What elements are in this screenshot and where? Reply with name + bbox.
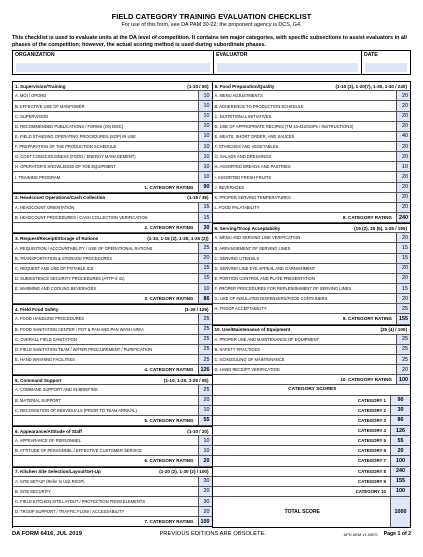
category-title: 10. Use/Maintenance of Equipment (214, 327, 291, 333)
checklist-item-row (213, 243, 411, 253)
category-scores-header (213, 385, 411, 395)
row-label: B. EFFECTIVE USE OF MANPOWER (15, 103, 85, 109)
row-label: A. SITE SET-UP (Refer to Unit RSOP) (15, 478, 85, 484)
checklist-item-row (213, 193, 411, 203)
checklist-item-row (213, 91, 411, 101)
row-label: A. REQUISITION / ACCOUNTABILITY / USE OF OPERATIONAL RATIONS (15, 245, 153, 251)
row-label: A. MENU AND SERVING LINE VERIFICATION (214, 235, 301, 241)
checklist-item-row (13, 325, 212, 335)
row-label: 9. CATEGORY RATING (342, 316, 392, 322)
category-point-range: (15 (2), 20 (5), 1-25 / 155) (354, 225, 407, 231)
score-value-field[interactable]: 126 (390, 426, 410, 435)
row-label: 5. CATEGORY RATING (144, 417, 194, 423)
checklist-item-row (213, 172, 411, 182)
checklist-item-row (13, 122, 212, 132)
row-label: A. HEADCOUNT ORIENTATION (15, 204, 75, 210)
score-value-field[interactable]: 1000 (390, 497, 410, 527)
page-number: Page 1 of 2 (383, 530, 411, 537)
row-label: F. PREPARATION OF THE PRODUCTION SCHEDULE (15, 144, 117, 150)
checklist-item-row (13, 101, 212, 111)
category-rating-row (13, 183, 212, 193)
score-value-field[interactable]: 155 (396, 314, 410, 323)
score-value-field[interactable]: 25 (198, 385, 212, 394)
row-label: A. FOOD HANDLING PROCEDURES (15, 316, 85, 322)
row-label: CATEGORY 5 (358, 438, 386, 444)
checklist-item-row (213, 274, 411, 284)
row-label: H. ASSORTED BREADS AND PASTRIES (214, 164, 291, 170)
score-value-field[interactable]: 30 (198, 497, 212, 506)
score-value-field[interactable]: 15 (396, 243, 410, 252)
checklist-item-row (13, 243, 212, 253)
row-label: D. FIELD SANITATION TEAM / WATER PROCUREMENT / PURIFICATION (15, 346, 153, 352)
category-header-text (13, 305, 212, 313)
checklist-item-row (13, 112, 212, 122)
checklist-item-row (13, 284, 212, 294)
checklist-item-row (213, 335, 411, 345)
category-score-row (213, 467, 411, 477)
category-header-text (13, 468, 212, 476)
checklist-item-row (13, 446, 212, 456)
category-header (13, 426, 212, 436)
row-label: K. PROPER SERVING TEMPERATURES (214, 194, 291, 200)
score-value-field[interactable]: 155 (390, 477, 410, 486)
score-value-field[interactable]: 55 (390, 436, 410, 445)
category-header-text (13, 82, 212, 90)
category-title: 6. Appearance/Attitude of Staff (15, 428, 82, 434)
row-label: C. SERVING UTENSILS (214, 255, 260, 261)
row-label: CATEGORY 8 (358, 468, 386, 474)
score-value-field[interactable]: 20 (390, 446, 410, 455)
apd-version: APD AEM v1.00ES (343, 531, 378, 537)
date-label: DATE (364, 52, 378, 59)
category-title: 2. Headcount Operations/Cash Collection (15, 195, 106, 201)
row-label: B. FOOD SANITATION CENTER / POT & PAN AND PAN WASH AREA (15, 326, 144, 332)
category-score-row (213, 396, 411, 406)
category-header (13, 81, 212, 91)
checklist-item-row (13, 477, 212, 487)
row-label: L. FOOD PALATABILITY (214, 204, 260, 210)
category-title: 8. Food Preparation/Quality (214, 83, 275, 89)
row-label: B. MATERIAL SUPPORT (15, 397, 61, 403)
row-label: C. SCHEDULING OF MAINTENANCE (214, 357, 285, 363)
row-label: B. ADHERENCE TO PRODUCTION SCHEDULE (214, 103, 304, 109)
score-value-field[interactable]: 10 (198, 284, 212, 293)
score-value-field[interactable]: 10 (198, 132, 212, 141)
score-value-field[interactable]: 20 (198, 487, 212, 496)
category-header (213, 325, 411, 335)
checklist-item-row (13, 264, 212, 274)
checklist-item-row (13, 152, 212, 162)
category-rating-row (213, 375, 411, 385)
row-label: C. NUTRITIONAL INITIATIVES (214, 113, 272, 119)
row-label: CATEGORY 7 (358, 458, 386, 464)
score-value-field[interactable]: 20 (396, 112, 410, 121)
checklist-item-row (213, 294, 411, 304)
score-value-field[interactable]: 10 (198, 142, 212, 151)
row-label: 2. CATEGORY RATING (144, 225, 194, 231)
score-value-field[interactable]: 20 (396, 122, 410, 131)
organization-label: ORGANIZATION (15, 52, 55, 59)
score-value-field[interactable]: 15 (198, 213, 212, 222)
checklist-item-row (13, 172, 212, 182)
score-value-field[interactable]: 90 (198, 183, 212, 192)
category-header-text (213, 224, 411, 232)
checklist-item-row (213, 162, 411, 172)
category-title: 1. Supervision/Training (15, 83, 66, 89)
score-value-field[interactable]: 20 (396, 142, 410, 151)
row-label: B. ARRANGEMENT OF SERVING LINES (214, 245, 291, 251)
checklist-item-row (213, 203, 411, 213)
checklist-item-row (213, 284, 411, 294)
score-value-field[interactable]: 10 (198, 162, 212, 171)
form-subtitle: For use of this form, see DA PAM 30-22; the proponent agency is DCS, G4. (121, 22, 302, 28)
row-label: CATEGORY SCORES (288, 387, 337, 393)
score-value-field[interactable]: 20 (396, 183, 410, 192)
category-score-row (213, 477, 411, 487)
score-value-field[interactable]: 25 (396, 304, 410, 313)
evaluator-label: EVALUATOR (216, 52, 248, 59)
row-label: E. PORTION CONTROL AND PLATE PRESENTATION (214, 275, 315, 281)
row-label: J. BEVERAGES (214, 184, 245, 190)
category-header-text (13, 234, 212, 242)
row-label: D. SERVING LINE EYE APPEAL AND GARNISHMENT (214, 265, 316, 271)
row-label: H. OPERATOR'S KNOWLEDGE OF TOE EQUIPMENT (15, 164, 116, 170)
category-rating-row (213, 213, 411, 223)
score-value-field[interactable]: 20 (396, 172, 410, 181)
category-header (213, 81, 411, 91)
score-value-field[interactable]: 30 (198, 477, 212, 486)
row-label: H. TROOP ACCEPTABILITY (214, 306, 267, 312)
checklist-item-row (13, 91, 212, 101)
row-label: I. ASSORTED FRESH FRUITS (214, 174, 272, 180)
score-value-field[interactable]: 25 (198, 325, 212, 334)
row-label: CATEGORY 3 (358, 417, 386, 423)
checklist-item-row (213, 183, 411, 193)
score-value-field[interactable]: 25 (396, 335, 410, 344)
checklist-item-row (213, 345, 411, 355)
category-point-range: (25 (4) / 100) (380, 327, 407, 333)
checklist-item-row (13, 254, 212, 264)
row-label: G. SALADS AND DRESSINGS (214, 154, 271, 160)
row-label: E. HAND WASHING FACILITIES (15, 357, 75, 363)
score-value-field[interactable]: 20 (396, 294, 410, 303)
row-label: A. APPEARANCE OF PERSONNEL (15, 438, 81, 444)
checklist-columns (12, 81, 411, 528)
category-rating-row (213, 314, 411, 324)
category-score-row (213, 487, 411, 497)
category-point-range: (1-10, 1-20, 1-25 / 55) (163, 377, 209, 383)
category-score-row (213, 416, 411, 426)
score-value-field[interactable]: 30 (198, 223, 212, 232)
score-value-field[interactable]: 20 (396, 152, 410, 161)
score-value-field[interactable]: 10 (198, 112, 212, 121)
category-title: 3. Request/Receipt/Storage of Rations (15, 235, 99, 241)
checklist-item-row (213, 122, 411, 132)
row-label: E. WARMING AND COOLING BEVERAGES (15, 286, 97, 292)
checklist-item-row (13, 385, 212, 395)
checklist-item-row (213, 254, 411, 264)
row-label: CATEGORY 2 (358, 407, 386, 413)
score-value-field[interactable]: 100 (198, 517, 212, 526)
checklist-item-row (213, 132, 411, 142)
category-point-range: (1-10 / 50) (187, 83, 209, 89)
row-label: B. ATTITUDE OF PERSONNEL / EFFECTIVE CUSTOMER SERVICE (15, 448, 143, 454)
score-value-field[interactable]: 100 (396, 375, 410, 384)
row-label: B. SAFETY PRACTICES (214, 346, 260, 352)
form-title: FIELD CATEGORY TRAINING EVALUATION CHECKLIST (111, 12, 312, 21)
checklist-item-row (13, 142, 212, 152)
row-label: D. HAND RECEIPT VERIFICATION (214, 367, 280, 373)
score-value-field[interactable]: 100 (390, 456, 410, 465)
score-value-field[interactable]: 25 (198, 314, 212, 323)
row-label: D. RECOMMENDED PUBLICATIONS / FORMS (ON DISC) (15, 123, 124, 129)
row-label: CATEGORY 4 (358, 428, 386, 434)
category-title: 7. Kitchen Site Selection/Layout/Set-Up (15, 469, 101, 475)
row-label: C. OVERALL FIELD SANITATION (15, 336, 77, 342)
date-cell (362, 51, 410, 74)
score-value-field[interactable]: 15 (396, 254, 410, 263)
category-rating-row (13, 294, 212, 304)
category-header (13, 233, 212, 243)
row-label: F. PROPER PROCEDURES FOR REPLENISHMENT OF SERVING LINES (214, 286, 352, 292)
total-score-row (213, 497, 411, 528)
checklist-item-row (13, 203, 212, 213)
row-label: D. SUBSISTENCE SECURITY PROCEDURES (ATTP-4-41) (15, 275, 125, 281)
row-label: CATEGORY 1 (358, 397, 386, 403)
score-value-field[interactable]: 25 (396, 345, 410, 354)
category-header-text (213, 326, 411, 334)
category-rating-row (13, 365, 212, 375)
score-value-field[interactable]: 25 (198, 355, 212, 364)
score-value-field[interactable]: 25 (198, 243, 212, 252)
category-score-row (213, 436, 411, 446)
checklist-item-row (13, 274, 212, 284)
right-column (212, 81, 412, 528)
checklist-item-row (13, 497, 212, 507)
category-header (13, 304, 212, 314)
evaluator-cell (214, 51, 362, 74)
score-value-field[interactable]: 10 (198, 91, 212, 100)
score-value-field[interactable]: 10 (198, 436, 212, 445)
score-value-field[interactable]: 25 (396, 355, 410, 364)
score-value-field[interactable]: 86 (390, 416, 410, 425)
score-value-field[interactable]: 10 (198, 406, 212, 415)
checklist-item-row (213, 355, 411, 365)
row-label: C. FIELD KITCHEN SITE LAYOUT / PROTECTION FROM ELEMENTS (15, 499, 145, 505)
row-label: G. COST CONSCIOUSNESS (FOOD / ENERGY MANAGEMENT) (15, 154, 136, 160)
row-label: D. USE OF APPROPRIATE RECIPES (TM 10-412/SOPs / INSTRUCTIONS) (214, 123, 354, 129)
row-label: C. REQUEST AND USE OF POTABLE ICE (15, 265, 94, 271)
checklist-item-row (13, 396, 212, 406)
score-value-field[interactable]: 20 (396, 233, 410, 242)
category-title: 5. Command Support (15, 377, 62, 383)
score-value-field[interactable]: 20 (396, 264, 410, 273)
date-field[interactable] (365, 63, 407, 72)
score-value-field[interactable]: 15 (198, 274, 212, 283)
row-label: 3. CATEGORY RATING (144, 296, 194, 302)
score-value-field[interactable]: 100 (390, 487, 410, 496)
score-value-field[interactable]: 15 (198, 264, 212, 273)
row-label: 6. CATEGORY RATING (144, 458, 194, 464)
score-value-field[interactable]: 40 (396, 132, 410, 141)
category-score-row (213, 426, 411, 436)
category-header (13, 375, 212, 385)
category-header-text (13, 427, 212, 435)
checklist-item-row (213, 365, 411, 375)
checklist-item-row (213, 112, 411, 122)
category-point-range: (1-25 / 125) (184, 306, 209, 312)
category-header-text (13, 194, 212, 202)
row-label: I. TRAINING PROGRAM (15, 174, 61, 180)
organization-field[interactable] (16, 63, 210, 72)
score-value-field[interactable]: 10 (198, 446, 212, 455)
row-label: B. SITE SECURITY (15, 488, 51, 494)
checklist-item-row (13, 345, 212, 355)
row-label: A. PROPER USE AND MAINTENANCE OF EQUIPMENT (214, 336, 320, 342)
row-label: CATEGORY 10 (355, 488, 386, 494)
score-value-field[interactable]: 10 (198, 101, 212, 110)
category-header (13, 193, 212, 203)
row-label: TOTAL SCORE (284, 508, 320, 515)
score-value-field[interactable]: 25 (198, 345, 212, 354)
left-column (12, 81, 212, 528)
score-value-field[interactable]: 10 (396, 162, 410, 171)
score-value-field[interactable]: 25 (198, 335, 212, 344)
score-value-field[interactable]: 30 (390, 406, 410, 415)
checklist-item-row (213, 233, 411, 243)
score-value-field[interactable]: 20 (198, 507, 212, 516)
row-label: G. USE OF INSULATED DISPENSERS/FOOD CONTAINERS (214, 296, 328, 302)
checklist-item-row (213, 142, 411, 152)
row-label: CATEGORY 6 (358, 448, 386, 454)
score-value-field[interactable]: 20 (396, 274, 410, 283)
checklist-item-row (213, 304, 411, 314)
checklist-item-row (13, 213, 212, 223)
category-header (213, 223, 411, 233)
score-value-field[interactable]: 20 (396, 91, 410, 100)
form-footer (12, 531, 411, 537)
row-label: C. SUPERVISION (15, 113, 49, 119)
score-value-field[interactable]: 20 (396, 203, 410, 212)
checklist-item-row (213, 152, 411, 162)
checklist-item-row (13, 162, 212, 172)
category-rating-row (13, 223, 212, 233)
checklist-item-row (13, 436, 212, 446)
score-value-field[interactable]: 20 (198, 456, 212, 465)
row-label: 8. CATEGORY RATING (342, 215, 392, 221)
row-label: A. MENU ADJUSTMENTS (214, 93, 263, 99)
checklist-item-row (213, 264, 411, 274)
info-row (12, 50, 411, 75)
category-point-range: (1-10 (3), 1-20(7), 1-30, 1-40 / 240) (335, 83, 407, 89)
category-title: 9. Serving/Troop Acceptability (214, 225, 281, 231)
row-label: 7. CATEGORY RATING (144, 519, 194, 525)
category-header-text (13, 376, 212, 384)
form-header (12, 12, 411, 28)
row-label: C. RECOGNITION OF INDIVIDUALS (PRIOR TO TEAM ARRIVAL) (15, 407, 137, 413)
score-value-field[interactable]: 90 (390, 396, 410, 405)
form-instructions: This checklist is used to evaluate units at the DA level of competition. It contains ten major categories, with specific subsections to assist evaluators in all phases of the competition; however, the actual scoring method is used during subordinate phases. (12, 35, 407, 48)
score-value-field[interactable]: 126 (198, 365, 212, 374)
category-point-range: (1-15 / 35) (187, 195, 209, 201)
score-value-field[interactable]: 20 (198, 254, 212, 263)
category-title: 4. Field Food Safety (15, 306, 59, 312)
organization-cell (13, 51, 214, 74)
row-label: E. MEATS, SHORT ORDER, AND SAUCES (214, 133, 295, 139)
score-value-field[interactable]: 15 (396, 284, 410, 293)
checklist-item-row (13, 507, 212, 517)
category-score-row (213, 406, 411, 416)
row-label: A. COMMAND SUPPORT AND IN-BRIEFING (15, 387, 98, 393)
category-score-row (213, 446, 411, 456)
score-value-field[interactable]: 10 (198, 172, 212, 181)
row-label: B. TRANSPORTATION & STORAGE PROCEDURES (15, 255, 112, 261)
category-rating-row (13, 456, 212, 466)
form-id: DA FORM 6416, JUL 2019 (12, 530, 82, 537)
score-value-field[interactable]: 20 (396, 101, 410, 110)
checklist-item-row (213, 101, 411, 111)
category-rating-row (13, 416, 212, 426)
score-value-field[interactable]: 240 (396, 213, 410, 222)
row-label: E. FIELD STANDING OPERATING PROCEDURES (SOP) IN USE (15, 133, 136, 139)
row-label: A. MOI / OPORD (15, 93, 47, 99)
checklist-item-row (13, 132, 212, 142)
score-value-field[interactable]: 10 (198, 152, 212, 161)
checklist-item-row (13, 487, 212, 497)
category-point-range: (1-10 / 20) (187, 428, 209, 434)
category-header (13, 467, 212, 477)
score-value-field[interactable]: 86 (198, 294, 212, 303)
category-point-range: (1-10, 1-15 (2), 1-20, 1-25 (2)) (147, 235, 209, 241)
score-value-field[interactable]: 20 (198, 396, 212, 405)
checklist-item-row (13, 406, 212, 416)
checklist-item-row (13, 314, 212, 324)
score-value-field[interactable]: 15 (198, 203, 212, 212)
score-value-field[interactable]: 10 (198, 122, 212, 131)
checklist-item-row (13, 335, 212, 345)
category-header-text (213, 82, 411, 90)
row-label: CATEGORY 9 (358, 478, 386, 484)
category-score-row (213, 456, 411, 466)
row-label: B. HEADCOUNT PROCEDURES / CASH COLLECTION VERIFICATION (15, 215, 148, 221)
editions-note: PREVIOUS EDITIONS ARE OBSOLETE. (159, 530, 267, 537)
score-value-field[interactable]: 240 (390, 467, 410, 476)
row-label: D. TROOP SUPPORT / TRAFFIC FLOW / ACCESSABILITY (15, 509, 125, 515)
checklist-item-row (13, 355, 212, 365)
row-label: 1. CATEGORY RATING (144, 184, 194, 190)
score-value-field[interactable]: 20 (396, 365, 410, 374)
row-label: F. STARCHES AND VEGETABLES (214, 144, 279, 150)
evaluator-field[interactable] (217, 63, 358, 72)
row-label: 10. CATEGORY RATING (340, 377, 392, 383)
row-label: 4. CATEGORY RATING (144, 367, 194, 373)
score-value-field[interactable]: 20 (396, 193, 410, 202)
category-rating-row (13, 517, 212, 527)
score-value-field[interactable]: 55 (198, 416, 212, 425)
footer-right (344, 531, 411, 537)
category-point-range: (1-20 (2), 1-30 (2) / 100) (159, 469, 209, 475)
